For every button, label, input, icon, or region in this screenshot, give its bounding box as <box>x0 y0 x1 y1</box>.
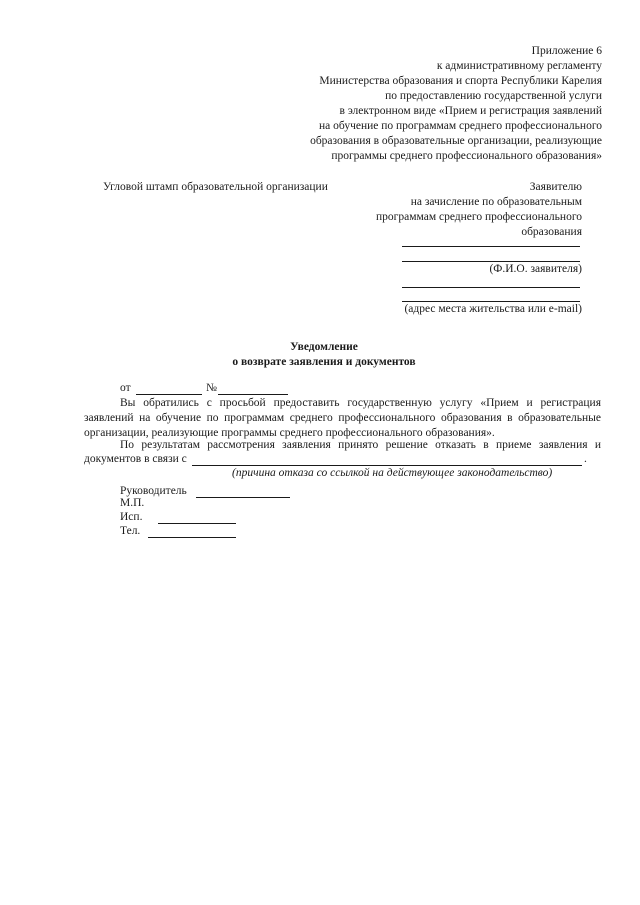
appendix-line: программы среднего профессионального образования» <box>331 150 602 162</box>
appendix-line: Приложение 6 <box>531 45 602 57</box>
phone-label: Тел. <box>120 525 141 537</box>
executor-blank[interactable] <box>158 510 236 524</box>
fio-blank-line-2[interactable] <box>402 247 580 262</box>
addressee-block <box>322 180 582 240</box>
signature-block <box>120 484 420 544</box>
title-line-1: Уведомление <box>290 341 358 353</box>
number-sign: № <box>206 382 217 394</box>
address-blank-line-2[interactable] <box>402 287 580 302</box>
from-label: от <box>120 382 131 394</box>
appendix-line: в электронном виде «Прием и регистрация заявлений <box>339 105 602 117</box>
addressee-line: на зачисление по образовательным <box>410 196 582 208</box>
address-blank-line-1[interactable] <box>402 273 580 288</box>
body-paragraph-1: Вы обратились с просьбой предоставить государственную услугу «Прием и регистрация заявлений на обучение по программам среднего профессионального образования в образовательные организации, реализующие программы среднего профессионального образования». <box>84 397 601 439</box>
date-blank[interactable] <box>136 381 202 395</box>
reason-caption: (причина отказа со ссылкой на действующее законодательство) <box>232 467 553 479</box>
appendix-line: образования в образовательные организации, реализующие <box>310 135 602 147</box>
reason-blank[interactable] <box>192 452 582 466</box>
addressee-line: программам среднего профессионального <box>376 211 582 223</box>
head-signature-blank[interactable] <box>196 484 290 498</box>
appendix-line: Министерства образования и спорта Республики Карелия <box>319 75 602 87</box>
corner-stamp-label: Угловой штамп образовательной организации <box>103 181 328 193</box>
address-caption: (адрес места жительства или e-mail) <box>404 303 582 315</box>
fio-blank-line-1[interactable] <box>402 232 580 247</box>
reason-row <box>84 452 604 467</box>
head-label: Руководитель <box>120 485 187 497</box>
title-line-2: о возврате заявления и документов <box>232 356 416 368</box>
executor-label: Исп. <box>120 511 143 523</box>
addressee-line: образования <box>521 226 582 238</box>
reason-period: . <box>584 453 587 465</box>
addressee-line: Заявителю <box>529 181 582 193</box>
seal-label: М.П. <box>120 497 145 509</box>
phone-blank[interactable] <box>148 524 236 538</box>
appendix-line: к административному регламенту <box>436 60 602 72</box>
reference-row <box>120 381 320 396</box>
document-title <box>0 340 640 370</box>
appendix-header <box>202 44 602 164</box>
appendix-line: на обучение по программам среднего профессионального <box>319 120 602 132</box>
appendix-line: по предоставлению государственной услуги <box>385 90 602 102</box>
fio-caption: (Ф.И.О. заявителя) <box>489 263 582 275</box>
number-blank[interactable] <box>218 381 288 395</box>
reason-intro: документов в связи с <box>84 453 187 465</box>
body-paragraph-2-start: По результатам рассмотрения заявления принято решение отказать в приеме заявления и <box>120 439 601 451</box>
